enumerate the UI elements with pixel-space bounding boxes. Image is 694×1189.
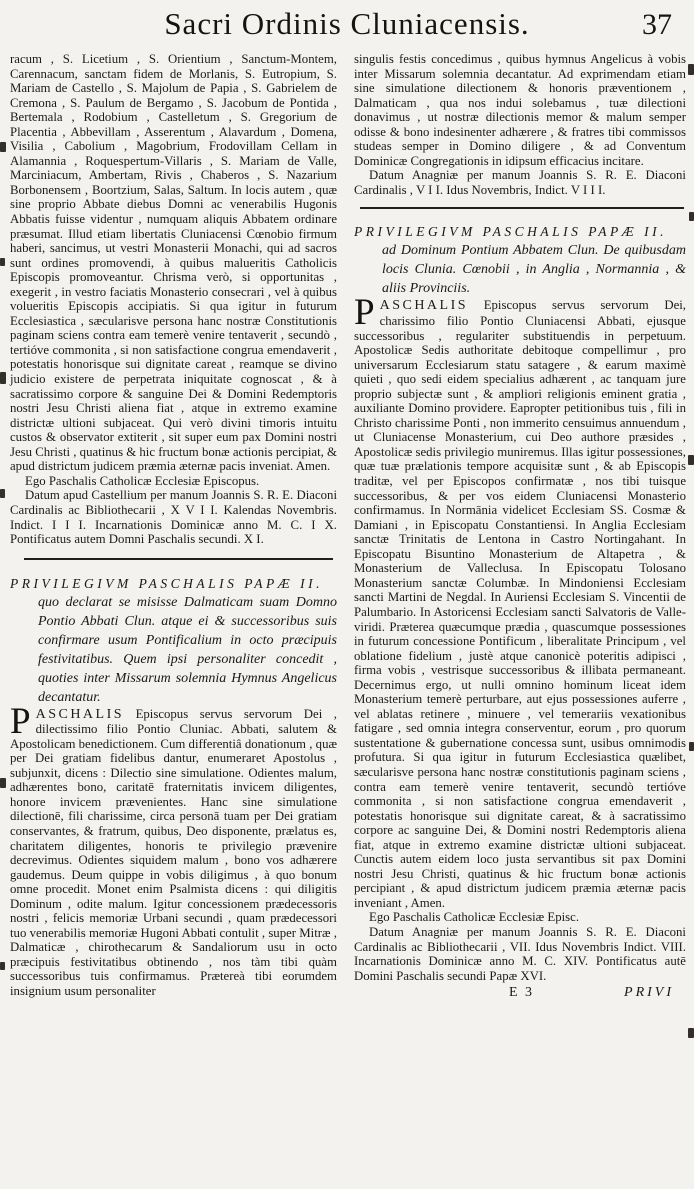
right-datum-paragraph-1: Datum Anagniæ per manum Joannis S. R. E. Diaconi Cardinalis , V I I. Idus Novembris, Indict. V I I I. [354,168,686,197]
scan-speck [0,778,6,788]
scan-speck [0,962,5,970]
right-column [354,52,686,1001]
right-datum-paragraph-2: Datum Anagniæ per manum Joannis S. R. E. Diaconi Cardinalis ac Bibliothecarii , VII. Idus Novembris Indict. VIII. Incarnationis Dominicæ anno M. C. XIV. Pontificatus autē Domini Paschalis secundi Papæ XVI. [354,924,686,983]
left-dropcap-P: P [10,700,31,742]
catch-line [354,985,686,1001]
two-column-text [0,50,694,1001]
scan-speck [688,1028,694,1038]
catchword: PRIVI [624,985,674,1001]
left-column [10,52,337,1001]
scan-speck [688,455,694,465]
left-heading-title: PRIVILEGIVM PASCHALIS PAPÆ II. [10,575,323,591]
left-ego-line: Ego Paschalis Catholicæ Ecclesiæ Episcopus. [25,473,260,488]
right-paragraph-continuation: singulis festis concedimus , quibus hymnus Angelicus à vobis inter Missarum solemnia decantatur. Ad exprimendam etiam sine simulatione dilectionem & honoris præventionem , Dalmaticam , qua nos indui solebamus , tuæ dilectioni donavimus , ut nostræ dilectionis memor & malum semper odisse & bono indesinenter adhærere , & fratres tibi commissos studeas semper in Domino diligere , & ad Conventum Dominicæ Congregationis in idipsum efficacius incitare. [354,52,686,168]
left-section-heading [10,574,337,707]
right-paschalis-paragraph [354,292,686,910]
scan-speck [0,142,6,152]
running-title: Sacri Ordinis Cluniacensis. [164,6,530,41]
scan-speck [689,742,694,751]
scan-speck [0,372,6,384]
right-heading-title: PRIVILEGIVM PASCHALIS PAPÆ II. [354,224,667,240]
right-section-heading [354,222,686,298]
left-datum-paragraph: Datum apud Castellium per manum Joannis S. R. E. Diaconi Cardinalis ac Bibliothecarii , X V I I. Kalendas Novembris. Indict. I I I. Incarnationis Dominicæ anno M. C. I X. Pontificatus autem Domni Paschalis secundi. X I. [10,488,337,547]
right-paschalis-text: Episcopus servus servorum Dei, charissimo filio Pontio Cluniacensi Abbati, ejusque successoribus , regulariter substituendis in perpetuum. Apostolicæ Sedis authoritate debitoque compellimur , pro universarum Ecclesiarum statu satagere , & earum maximè quieti , quo sedi eidem specialius adhærent , ac tanquam jure proprio subjectæ sunt , & ampliori religionis eminent gratia , auxiliante Domino providere. Eapropter petitionibus tuis , fili in Christo charissime Ponti , non immerito censuimus annuendum , ut Cluniacense Monasterium, cui Deo authore præsides , Apostolicæ sedis privilegio muniremus. Illas igitur possessiones, quæ tuæ prælationis tempore acquisitæ sunt , & ab Episcopis traditæ, vel per Episcopos confirmatæ , nos tibi tuisque successoribus, & per vos eidem Cluniacensi Monasterio confirmamus. In Normānia videlicet Ecclesiam SS. Cosmæ & Damiani , in Episcopatu Constantiensi. In Anglia Ecclesiam sanctæ Trinitatis de Lentona in Castro Nortingahant. In Episcopatu Bisuntino Monasterium de Altapetra , & Monasterium de Valleclusa. In Episcopatu Tolosano Monasterium sanctæ Columbæ. In Mindoniensi Ecclesiam sancti Martini de Negdal. In Auriensi Ecclesiam S. Vincentii de Palumbario. In Astoricensi Ecclesiam sancti Salvatoris de Valle-viridi. Præterea quæcumque prædia , quascumque possessiones in futurum concessione Pontificum , liberalitate Principum , vel oblatione fidelium , justè atque canonicè poteritis adipisci , firma vobis , vestrisque successoribus & illibata permaneant. Decernimus ergo, ut nulli omnino hominum liceat idem Monasterium temerè perturbare, aut ejus possessiones auferre , vel ablatas retinere , minuere , vel temerariis vexationibus fatigare , sed omnia integra conserventur, eorum , pro quorum sustentatione & gubernatione concessa sunt, usibus omnimodis profutura. Si qua igitur in futurum Ecclesiastica quælibet, sæcularisve persona hanc nostræ constitutionis paginam sciens , contra eam temerè venire tentaverit, secundò tertióve commonita , si non satisfactione congrua emendaverit , potestatis honorisque sui dignitate careat, & à sacratissimo corpore ac sanguine Dei, & Domini nostri Redemptoris aliena fiat, atque in extremo examine districtæ ultioni subjaceat. Cunctis autem eidem loco justa servantibus sit pax Domini nostri Jesu Christi, quatinus & hic fructum bonæ actionis percipiant , & apud districtum judicem præmia æternæ pacis inveniant , Amen. [354,298,686,910]
right-heading-subtitle: ad Dominum Pontium Abbatem Clun. De quibusdam locis Clunia. Cœnobii , in Anglia , Normannia , & aliis Provinciis. [382,243,686,297]
gathering-signature: E 3 [508,985,535,1001]
scan-speck [689,212,694,221]
scan-speck [0,258,5,266]
left-lead-word: ASCHALIS [35,706,125,722]
scan-speck [0,489,5,498]
page-number: 37 [642,8,672,41]
right-ego-line: Ego Paschalis Catholicæ Ecclesiæ Episc. [369,910,580,925]
right-lead-word: ASCHALIS [379,298,469,314]
right-dropcap-P: P [354,292,375,334]
left-paragraph-continuation: racum , S. Licetium , S. Orientium , Sanctum-Montem, Carennacum, sanctam fidem de Morlanis, S. Eutropium, S. Mariam de Castello , S. Majolum de Papia , S. Gabrielem de Cremona , S. Paulum de Bergamo , S. Jacobum de Pontida , Bertemala , Rodobium , Castelletum , S. Gregorium de Placentia , Abbevillam , Asserentum , Alavardum , Domena, Visilia , Cabolium , Magobrium, Frodovillam Cellam in Alamannia , Roquespertum-Villaris , S. Mariam de Valle, Marciniacum, Ambertam, Rivis , Chaberos , S. Nazarium Borbonensem , Boortzium, Salas, Saltum. In locis autem , quæ sine proprio Abbate diebus Domni ac venerabilis Hugonis Abbatis fuisse videntur , numquam aliquis Abbatem ordinare præsumat. Illud etiam libertatis Cluniacensi Cœnobio firmum haberi, sancimus, ut vestri Monasterii Monachi, qui ad sacros sunt ordines promovendi, à quibus malueritis Catholicis Episcopis promoveantur. Chrisma verò, si opportunitas , exegerit , in vestro faciatis Monasterio consecrari , vel à quibus volueritis Episcopis accipiatis. Si qua igitur in futurum Ecclesiastica , sæcularisve persona hanc nostræ Constitutionis paginam sciens contra eam temerè venire tentaverit , secundò , tertióve commonita , si non satisfactione congrua emendaverit , potestatis honorisque sui dignitate careat , reamque se divino judicio existere de perpetrata iniquitate cognoscat , & à sacratissimo corpore & sanguine Dei & Domini Redemptoris nostri Jesu Christi aliena fiat , atque in extremo examine districtæ ultioni subjaceat. Qui verò divini timoris intuitu custos & observator extiterit , sit super eum pax Domini nostri Jesu Christi , quatinus & hic fructum bonæ actionis percipiat, & apud districtum judicem præmia æternæ pacis inveniat. Amen. [10,52,337,474]
left-paschalis-paragraph [10,700,337,999]
section-rule-left [24,558,333,560]
section-rule-right [360,207,684,209]
page-header [0,0,694,50]
scan-speck [688,64,694,75]
left-paschalis-text: Episcopus servus servorum Dei , dilectissimo filio Pontio Cluniac. Abbati, salutem & Apostolicam benedictionem. Cum differentiâ donationum , quæ per Dei gratiam fidelibus dantur, enumeraret Apostolus , subjunxit, dicens : Dilectio sine simulatione. Odientes malum, adhærentes bono, caritatē fraternitatis invicem diligentes, honore invicem prævenientes. Hanc sine simulatione dilectionē, fili charissime, circa personā tuam per Dei gratiam conservantes, & fratrum, quibus, Deo disponente, prælatus es, charitatem diligentes, honoris te privilegio prævenire decrevimus. Odientes siquidem malum , bono vos adhærere gaudemus. Deum quippe in vobis diligimus , à quo bonum omne procedit. Monet enim Psalmista dicens : qui diligitis Dominum , odite malum. Igitur concessionem prædecessoris nostri , felicis memoriæ Urbani secundi , quam prædecessori tuo venerabilis memoriæ Hugoni Abbati contulit , super Mitræ , Dalmaticæ , chirothecarum & Sandaliorum usu in octo præcipuis festivitatibus obtinendo , nos tàm tibi quàm successoribus tuis confirmamus. Prætereà tibi eorumdem insignium usum personaliter [10,706,337,998]
left-heading-subtitle: quo declarat se misisse Dalmaticam suam Domno Pontio Abbati Clun. atque ei & successoribus suis confirmare usum Pontificalium in octo præcipuis festivitatibus. Quem ipsi personaliter concedit , quoties inter Missarum solemnia Hymnus Angelicus decantatur. [38,594,337,705]
